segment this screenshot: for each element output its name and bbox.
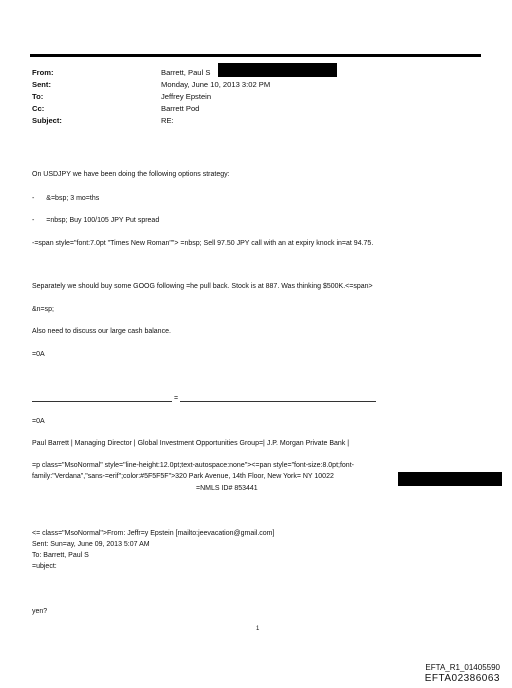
page-number: 1 xyxy=(256,626,260,632)
from-value: Barrett, Paul S xyxy=(161,68,211,77)
subject-value: RE: xyxy=(161,116,174,125)
quoted-line: =ubject: xyxy=(32,563,57,570)
subject-label: Subject: xyxy=(32,116,62,125)
quoted-line: Sent: Sun=ay, June 09, 2013 5:07 AM xyxy=(32,541,150,548)
bullet-dash: - xyxy=(32,195,35,202)
bullet-dash: - xyxy=(32,217,35,224)
body-line-text: =nbsp; Buy 100/105 JPY Put spread xyxy=(46,217,160,224)
redaction-box xyxy=(218,63,337,77)
signature-divider-left xyxy=(32,401,172,402)
body-line: On USDJPY we have been doing the following options strategy: xyxy=(32,171,230,178)
body-line xyxy=(32,217,159,224)
body-line: &n=sp; xyxy=(32,306,54,313)
cc-label: Cc: xyxy=(32,104,45,113)
body-line-text: &=bsp; 3 mo=ths xyxy=(46,195,100,202)
body-line xyxy=(32,195,99,202)
footer-id: EFTA_R1_01405590 xyxy=(425,663,500,672)
redaction-box xyxy=(398,472,502,486)
signature-line: family:"Verdana","sans-=erif";color:#5F5F5F">320 Park Avenue, 14th Floor, New York= NY 10022 xyxy=(32,473,334,480)
signature-line: Paul Barrett | Managing Director | Global Investment Opportunities Group=| J.P. Morgan Private Bank | xyxy=(32,440,350,447)
to-label: To: xyxy=(32,92,44,101)
sent-value: Monday, June 10, 2013 3:02 PM xyxy=(161,80,271,89)
to-value: Jeffrey Epstein xyxy=(161,92,212,101)
body-line: Also need to discuss our large cash balance. xyxy=(32,328,171,335)
signature-divider-mark: = xyxy=(174,395,179,402)
quoted-line: yen? xyxy=(32,608,48,615)
from-label: From: xyxy=(32,68,54,77)
sent-label: Sent: xyxy=(32,80,51,89)
signature-line: =p class="MsoNormal" style="line-height:12.0pt;text-autospace:none"><=pan style="font-size:8.0pt;font- xyxy=(32,462,354,469)
quoted-line: <= class="MsoNormal">From: Jeffr=y Epstein [mailto:jeevacation@gmail.com] xyxy=(32,530,275,537)
body-line: =0A xyxy=(32,351,45,358)
body-line: -=span style="font:7.0pt "Times New Roman""> =nbsp; Sell 97.50 JPY call with an at expiry knock in=at 94.75. xyxy=(32,240,374,247)
body-line: Separately we should buy some GOOG following =he pull back. Stock is at 887. Was thinking $500K.<=span> xyxy=(32,283,373,290)
quoted-line: To: Barrett, Paul S xyxy=(32,552,89,559)
header-rule xyxy=(30,54,481,57)
signature-line: =NMLS ID# 853441 xyxy=(196,485,258,492)
cc-value: Barrett Pod xyxy=(161,104,200,113)
footer-id: EFTA02386063 xyxy=(424,673,500,684)
signature-line: =0A xyxy=(32,418,45,425)
signature-divider-right xyxy=(180,401,376,402)
